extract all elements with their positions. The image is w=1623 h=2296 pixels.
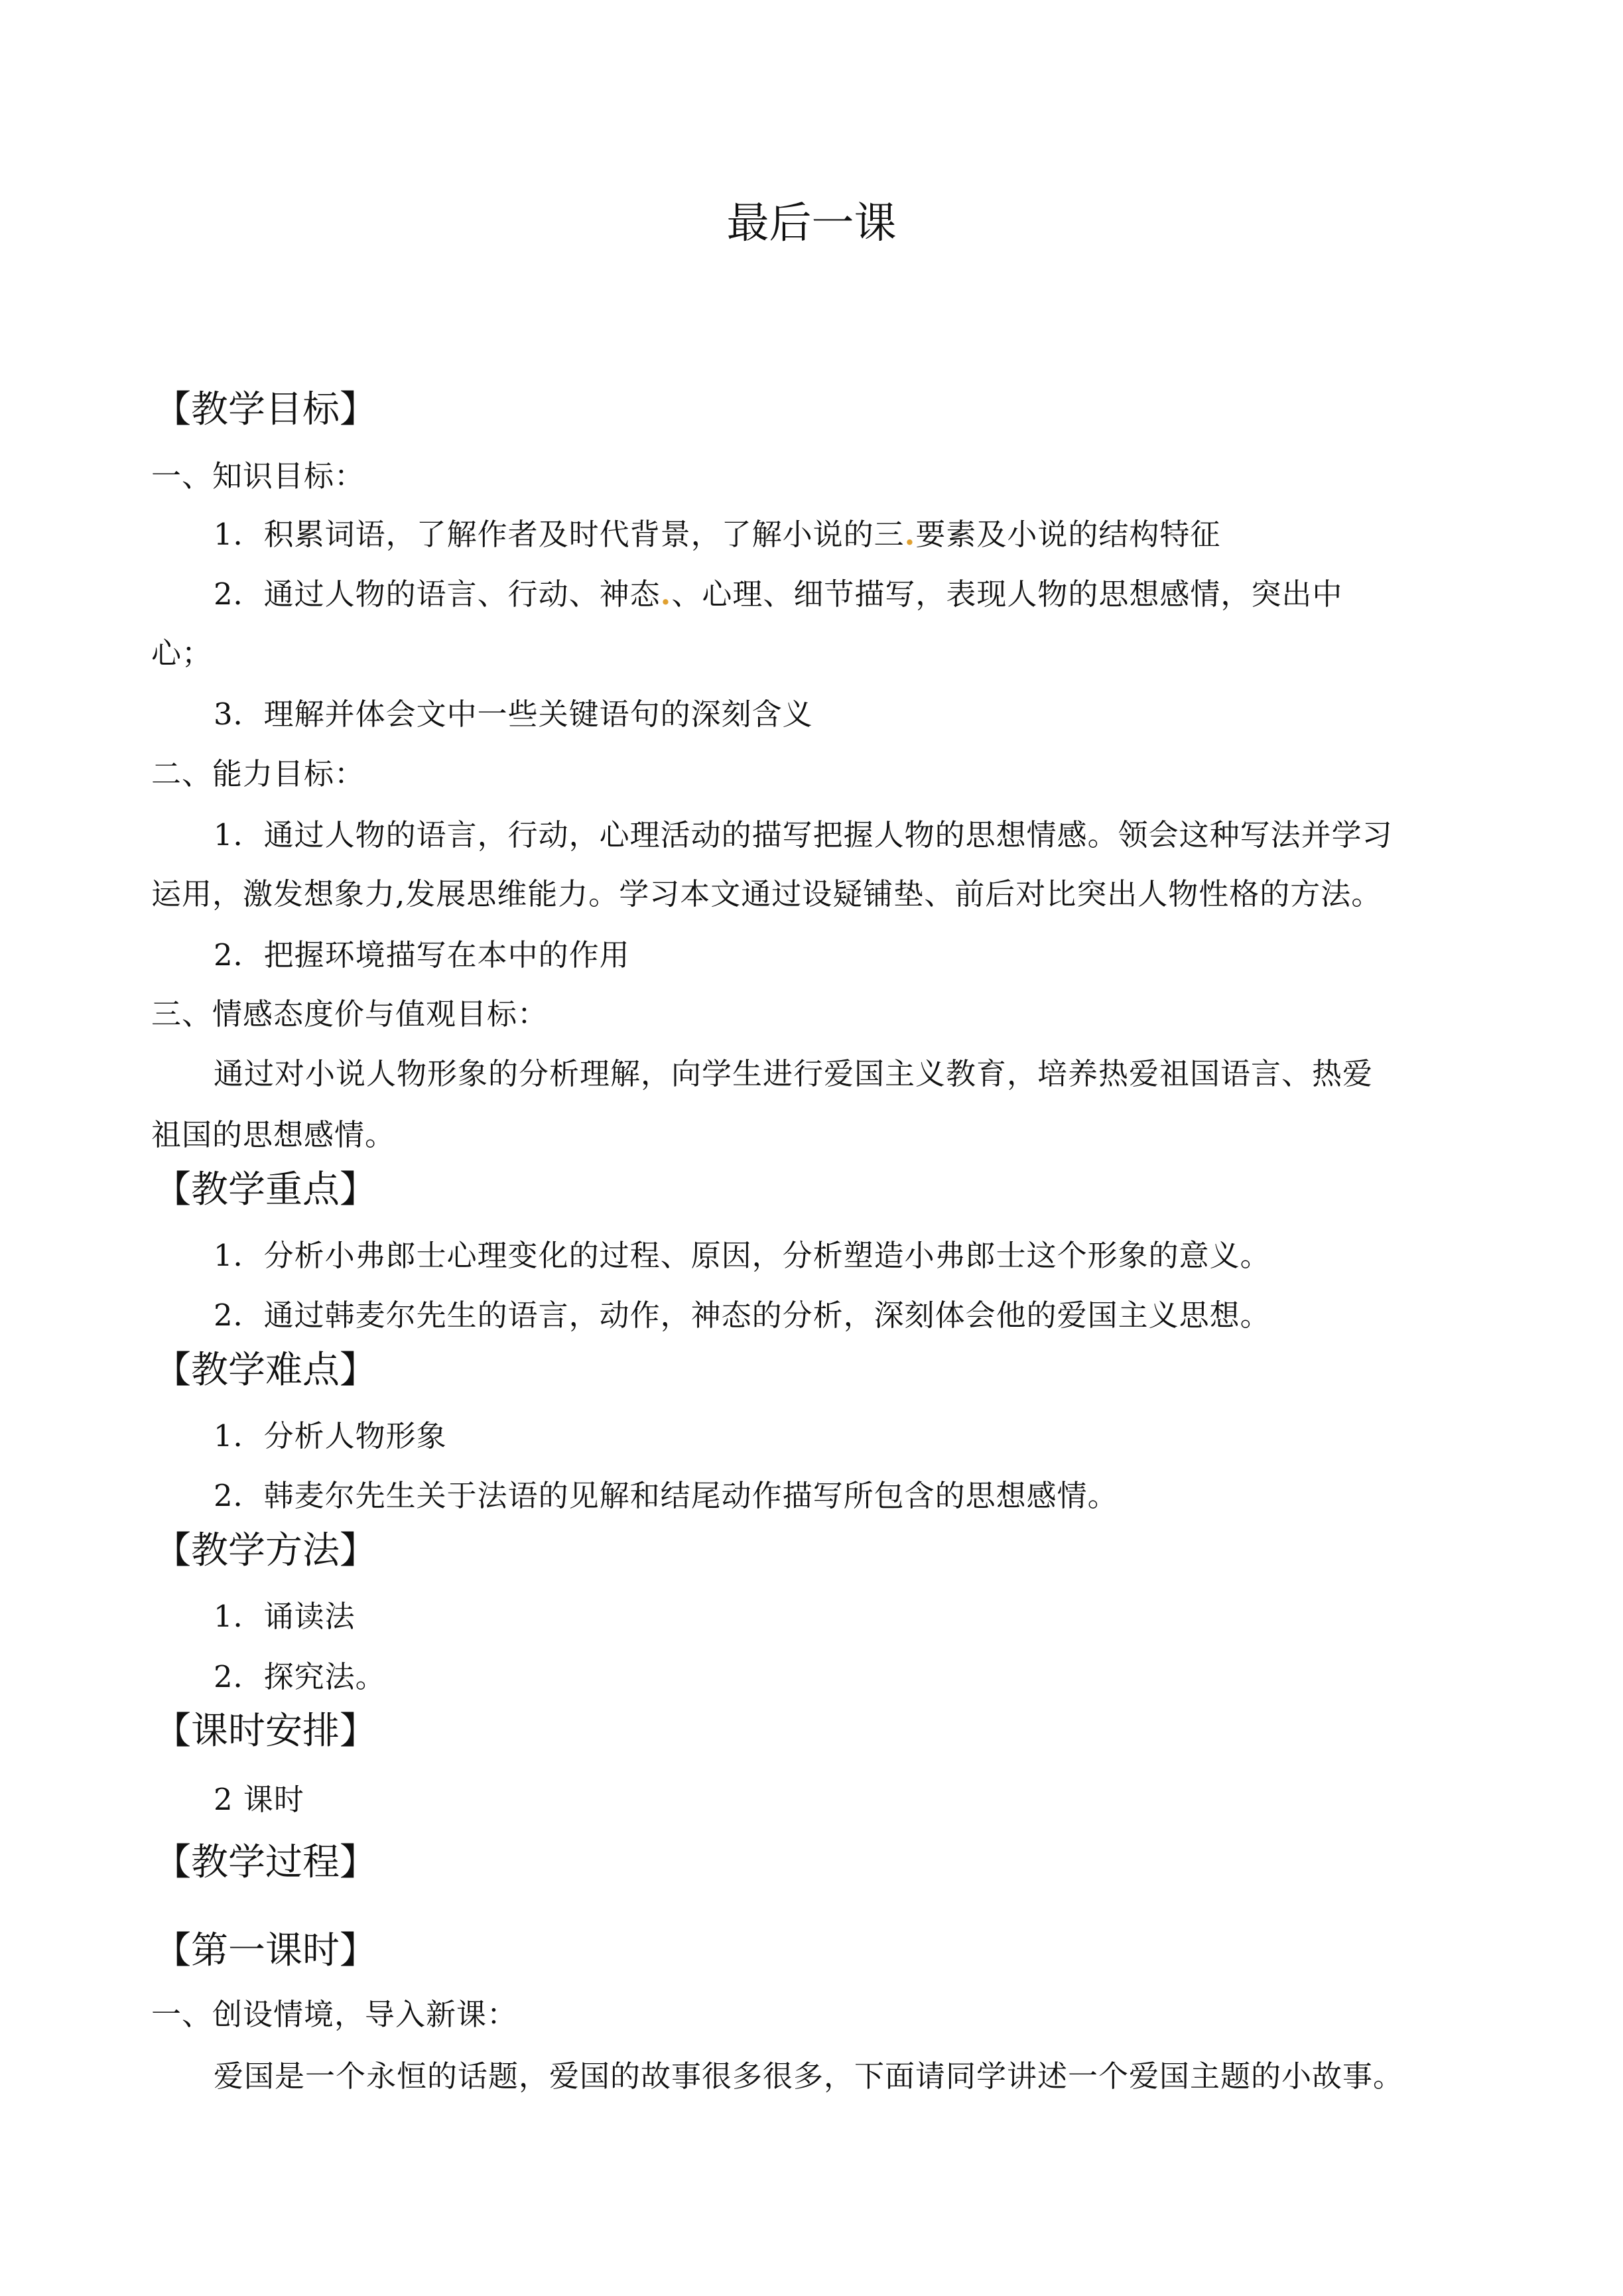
knowledge-goals-heading: 一、知识目标： — [151, 458, 365, 494]
emotion-goal-line-2: 祖国的思想感情。 — [151, 1117, 396, 1152]
method-1: 1．诵读法 — [214, 1599, 356, 1634]
emotion-goal-line-1: 通过对小说人物形象的分析理解，向学生进行爱国主义教育，培养热爱祖国语言、热爱 — [214, 1056, 1374, 1091]
ability-goal-2: 2．把握环境描写在本中的作用 — [214, 937, 630, 973]
emphasis-mark: . — [660, 576, 672, 612]
knowledge-goal-1 — [214, 517, 1221, 552]
section-heading-objectives: 【教学目标】 — [154, 388, 377, 431]
ability-goals-heading: 二、能力目标： — [151, 756, 365, 791]
section-heading-schedule: 【课时安排】 — [154, 1710, 377, 1753]
knowledge-goal-3: 3．理解并体会文中一些关键语句的深刻含义 — [214, 697, 813, 732]
knowledge-goal-1-text-b: 要素及小说的结构特征 — [915, 517, 1221, 552]
ability-goal-1-line-2: 运用，激发想象力,发展思维能力。学习本文通过设疑铺垫、前后对比突出人物性格的方法。 — [151, 876, 1382, 912]
difficulty-1: 1．分析人物形象 — [214, 1418, 447, 1453]
section-heading-key-points: 【教学重点】 — [154, 1168, 377, 1211]
section-heading-methods: 【教学方法】 — [154, 1529, 377, 1572]
step-1-text: 爱国是一个永恒的话题，爱国的故事很多很多，下面请同学讲述一个爱国主题的小故事。 — [214, 2059, 1404, 2094]
knowledge-goal-2-text-a: 2．通过人物的语言、行动、神态 — [214, 576, 661, 612]
knowledge-goal-2 — [214, 576, 1343, 612]
key-point-1: 1．分析小弗郎士心理变化的过程、原因，分析塑造小弗郎士这个形象的意义。 — [214, 1238, 1271, 1273]
lesson-1-heading: 【第一课时】 — [154, 1929, 377, 1972]
knowledge-goal-1-text-a: 1．积累词语，了解作者及时代背景，了解小说的三 — [214, 517, 905, 552]
schedule-value: 2 课时 — [214, 1782, 304, 1817]
emphasis-mark: . — [904, 517, 916, 552]
emotion-goals-heading: 三、情感态度价与值观目标： — [151, 996, 549, 1032]
section-heading-process: 【教学过程】 — [154, 1841, 377, 1884]
method-2: 2．探究法。 — [214, 1659, 386, 1694]
knowledge-goal-2-continuation: 心； — [151, 636, 213, 671]
knowledge-goal-2-text-b: 、心理、细节描写，表现人物的思想感情，突出中 — [671, 576, 1343, 612]
step-1-heading: 一、创设情境，导入新课： — [151, 1997, 518, 2032]
difficulty-2: 2．韩麦尔先生关于法语的见解和结尾动作描写所包含的思想感情。 — [214, 1478, 1118, 1513]
document-title: 最后一课 — [726, 199, 897, 248]
ability-goal-1-line-1: 1．通过人物的语言，行动，心理活动的描写把握人物的思想情感。领会这种写法并学习 — [214, 817, 1393, 852]
key-point-2: 2．通过韩麦尔先生的语言，动作，神态的分析，深刻体会他的爱国主义思想。 — [214, 1298, 1271, 1333]
section-heading-difficulties: 【教学难点】 — [154, 1349, 377, 1392]
